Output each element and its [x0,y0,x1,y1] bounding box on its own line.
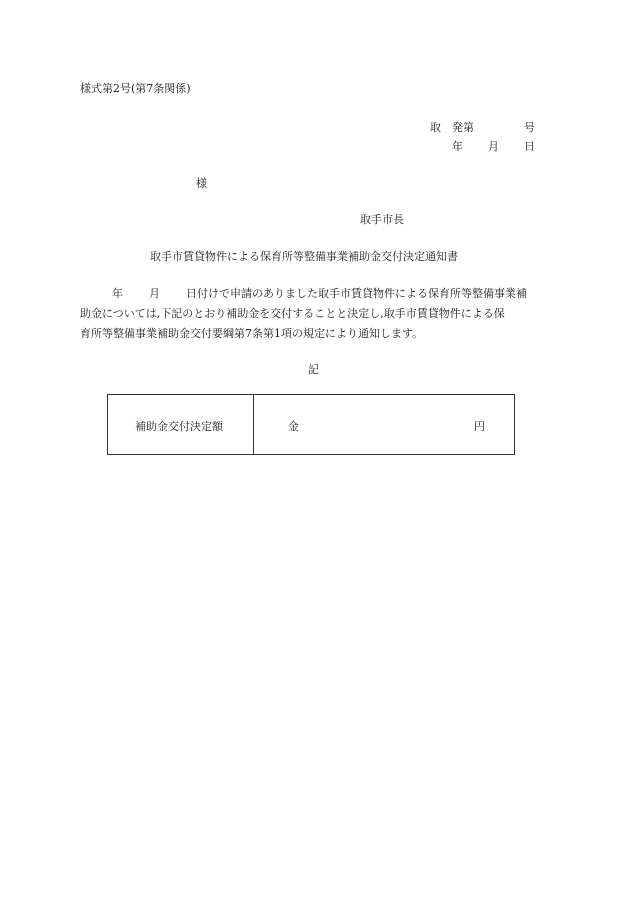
grant-amount-unit: 円 [474,420,485,433]
grant-amount-prefix: 金 [288,420,299,433]
form-number-label: 様式第2号(第7条関係) [80,82,191,95]
issue-number-middle: 発第 [452,121,474,134]
issue-date-year: 年 [452,140,463,153]
document-title: 取手市賃貸物件による保育所等整備事業補助金交付決定通知書 [150,250,458,263]
grant-amount-label: 補助金交付決定額 [135,420,223,433]
notice-body [80,284,552,344]
body-line-3: 育所等整備事業補助金交付要綱第7条第1項の規定により通知します。 [80,327,424,340]
issue-number-prefix: 取 [430,121,441,134]
body-line-2: 助金については,下記のとおり補助金を交付することと決定し,取手市賃貸物件による保 [80,307,505,320]
sender-name: 取手市長 [360,213,404,226]
grant-amount-label-cell [108,395,254,454]
grant-amount-table [107,394,515,455]
body-line-1-rest: 日付けで申請のありました取手市賃貸物件による保育所等整備事業補 [186,287,527,300]
issue-number-line [430,119,540,133]
ki-heading: 記 [308,363,319,376]
issue-number-suffix: 号 [524,121,535,134]
body-month: 月 [149,287,160,300]
issue-date-line [452,138,542,152]
issue-date-day: 日 [524,140,535,153]
recipient-honorific: 様 [196,177,207,190]
issue-date-month: 月 [488,140,499,153]
body-year: 年 [112,287,123,300]
body-line-1 [80,284,552,304]
